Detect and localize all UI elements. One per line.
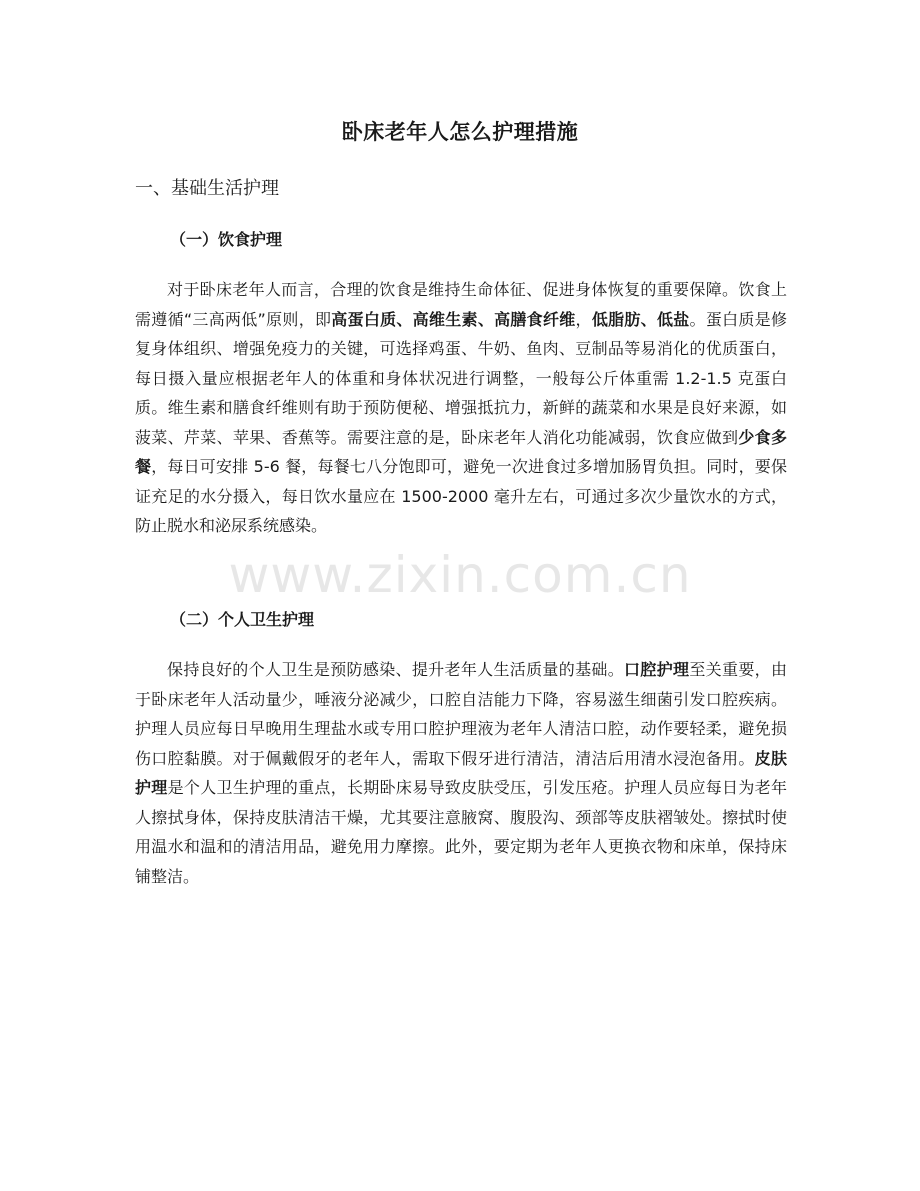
hygiene-text-2: 至关重要，由于卧床老年人活动量少，唾液分泌减少，口腔自洁能力下降，容易滋生细菌引发口腔疾病。护理人员应每日早晚用生理盐水或专用口腔护理液为老年人清洁口腔，动作要轻柔，避免损伤口腔黏膜。对于佩戴假牙的老年人，需取下假牙进行清洁，清洁后用清水浸泡备用。: [135, 660, 787, 768]
hygiene-text-3: 是个人卫生护理的重点，长期卧床易导致皮肤受压，引发压疮。护理人员应每日为老年人擦拭身体，保持皮肤清洁干燥，尤其要注意腋窝、腹股沟、颈部等皮肤褶皱处。擦拭时使用温水和温和的清洁用品，避免用力摩擦。此外，要定期为老年人更换衣物和床单，保持床铺整洁。: [135, 778, 787, 886]
diet-text-2: ，: [575, 309, 592, 329]
hygiene-bold-2: 皮肤护理: [135, 748, 787, 797]
section-heading-basic-care: 一、基础生活护理: [135, 178, 279, 199]
diet-bold-3: 少食多餐: [135, 427, 787, 476]
diet-text-1: 对于卧床老年人而言，合理的饮食是维持生命体征、促进身体恢复的重要保障。饮食上需遵循“三高两低”原则，即: [135, 280, 787, 329]
watermark: www.zixin.com.cn: [228, 546, 692, 604]
subsection-heading-diet: （一）饮食护理: [170, 230, 283, 249]
diet-text-4: ，每日可安排 5-6 餐，每餐七八分饱即可，避免一次进食过多增加肠胃负担。同时，要保证充足的水分摄入，每日饮水量应在 1500-2000 毫升左右，可通过多次少量饮水的方式，防止脱水和泌尿系统感染。: [135, 457, 787, 535]
diet-bold-2: 低脂肪、低盐: [591, 309, 690, 329]
diet-bold-1: 高蛋白质、高维生素、高膳食纤维: [331, 309, 576, 329]
hygiene-bold-1: 口腔护理: [624, 660, 690, 679]
document-title: 卧床老年人怎么护理措施: [341, 120, 579, 144]
hygiene-text-1: 保持良好的个人卫生是预防感染、提升老年人生活质量的基础。: [167, 660, 625, 679]
paragraph-hygiene: [135, 655, 787, 891]
diet-text-3: 。蛋白质是修复身体组织、增强免疫力的关键，可选择鸡蛋、牛奶、鱼肉、豆制品等易消化的优质蛋白，每日摄入量应根据老年人的体重和身体状况进行调整，一般每公斤体重需 1.2-1.5 克蛋白质。维生素和膳食纤维则有助于预防便秘、增强抵抗力，新鲜的蔬菜和水果是良好来源，如菠菜、芹菜、苹果、香蕉等。需要注意的是，卧床老年人消化功能减弱，饮食应做到: [135, 309, 787, 447]
subsection-heading-hygiene: （二）个人卫生护理: [170, 610, 315, 629]
paragraph-diet: [135, 275, 787, 541]
